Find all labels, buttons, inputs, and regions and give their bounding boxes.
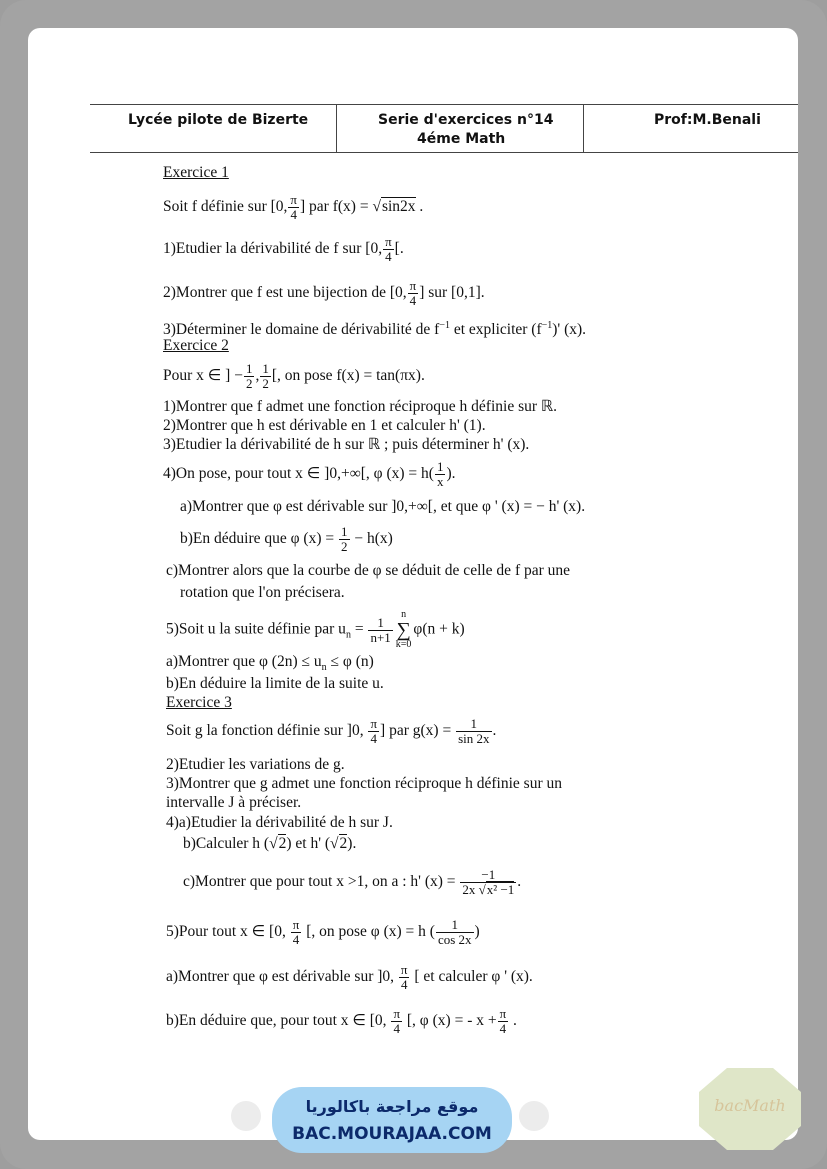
teacher-name: Prof:M.Benali xyxy=(654,112,761,128)
ex3-q4c: c)Montrer que pour tout x >1, on a : h' (x) = $\frac{-1}{\text{2x √x² −1}}$ . xyxy=(183,867,522,897)
ex2-q5b: b)En déduire la limite de la suite u. xyxy=(166,675,384,692)
ex2-q4: 4)On pose, pour tout x ∈ ]0,+∞[, φ (x) = h( $\frac{1}{x}$ ). xyxy=(163,459,456,489)
ex2-q4a: a)Montrer que φ est dérivable sur ]0,+∞[, et que φ ' (x) = − h' (x). xyxy=(180,498,586,515)
header-school-cell xyxy=(90,105,337,152)
ex2-q3: 3)Etudier la dérivabilité de h sur ℝ ; puis déterminer h' (x). xyxy=(163,436,530,453)
header-series-cell xyxy=(337,105,584,152)
ex2-q4b: b)En déduire que φ (x) = $\frac{1}{2}$ − h(x) xyxy=(180,524,393,554)
ex1-q2: 2)Montrer que f est une bijection de [0, $\frac{\pi}{4}$ ] sur [0,1]. xyxy=(163,278,485,308)
ex1-q3: 3)Déterminer le domaine de dérivabilité de $f^{-1}$ et expliciter $(f^{-1})'$ (x). xyxy=(163,320,587,339)
ex3-intro: Soit g la fonction définie sur ]0, $\frac{\pi}{4}$ ] par g(x) = $\frac{1}{\sin 2x}$ . xyxy=(166,716,497,746)
ex2-intro: Pour x ∈ ] − $\frac{1}{2}$ , $\frac{1}{2}$ [, on pose f(x) = tan(πx). xyxy=(163,361,425,391)
school-name: Lycée pilote de Bizerte xyxy=(128,112,309,128)
ex3-q2: 2)Etudier les variations de g. xyxy=(166,756,345,773)
header-table xyxy=(90,104,798,153)
ex3-q5: 5)Pour tout x ∈ [0, $\frac{\pi}{4}$ [, on pose φ (x) = h ( $\frac{1}{\cos 2x}$ ) xyxy=(166,917,480,947)
ex3-q3-line1: 3)Montrer que g admet une fonction réciproque h définie sur un xyxy=(166,775,562,792)
exercise-3-title: Exercice 3 xyxy=(166,694,232,711)
header-teacher-cell xyxy=(584,105,798,152)
ex1-intro: Soit f définie sur [0, $\frac{\pi}{4}$ ] par f(x) = √sin2x . xyxy=(163,192,424,222)
exercise-2-title: Exercice 2 xyxy=(163,337,229,354)
site-arabic-name: موقع مراجعة باكالوريا xyxy=(305,1097,479,1116)
ex2-q1: 1)Montrer que f admet une fonction réciproque h définie sur ℝ. xyxy=(163,398,558,415)
ex3-q3-line2: intervalle J à préciser. xyxy=(166,794,302,811)
level-label: 4éme Math xyxy=(417,131,506,147)
ex2-q4c-line2: rotation que l'on précisera. xyxy=(180,584,345,601)
document-page xyxy=(28,28,798,1140)
site-url[interactable]: BAC.MOURAJAA.COM xyxy=(292,1124,492,1144)
fraction-pi-4: $\frac{\pi}{4}$ xyxy=(290,192,297,222)
ex3-qb: b)En déduire que, pour tout x ∈ [0, $\frac{\pi}{4}$ [, φ (x) = - x + $\frac{\pi}{4}$ . xyxy=(166,1006,517,1036)
ex2-q5a: a)Montrer que φ $(2n) \le u_n \le \varphi$ (n) xyxy=(166,653,374,674)
exercise-1-title: Exercice 1 xyxy=(163,164,229,181)
left-logo-icon xyxy=(231,1101,261,1131)
bacmath-logo-text: bacMath xyxy=(714,1096,786,1115)
series-title: Serie d'exercices n°14 xyxy=(378,112,554,128)
ex3-q4a: 4)a)Etudier la dérivabilité de h sur J. xyxy=(166,814,393,831)
ex3-q4b: b)Calculer h (√2) et h' (√2). xyxy=(183,835,357,852)
ex3-qa: a)Montrer que φ est dérivable sur ]0, $\frac{\pi}{4}$ [ et calculer φ ' (x). xyxy=(166,962,533,992)
ex2-q4c-line1: c)Montrer alors que la courbe de φ se déduit de celle de f par une xyxy=(166,562,571,579)
right-logo-icon xyxy=(519,1101,549,1131)
sigma-sum: n ∑ k=0 xyxy=(395,609,412,650)
site-badge[interactable] xyxy=(272,1087,512,1153)
ex2-q2: 2)Montrer que h est dérivable en 1 et calculer h' (1). xyxy=(163,417,486,434)
bacmath-logo xyxy=(697,1066,803,1152)
ex1-q1: 1)Etudier la dérivabilité de f sur [0, $\frac{\pi}{4}$ [. xyxy=(163,234,404,264)
ex2-q5: 5)Soit u la suite définie par $u_n$ = $\frac{1}{n+1}$ n ∑ k=0φ(n + k) xyxy=(166,609,465,650)
